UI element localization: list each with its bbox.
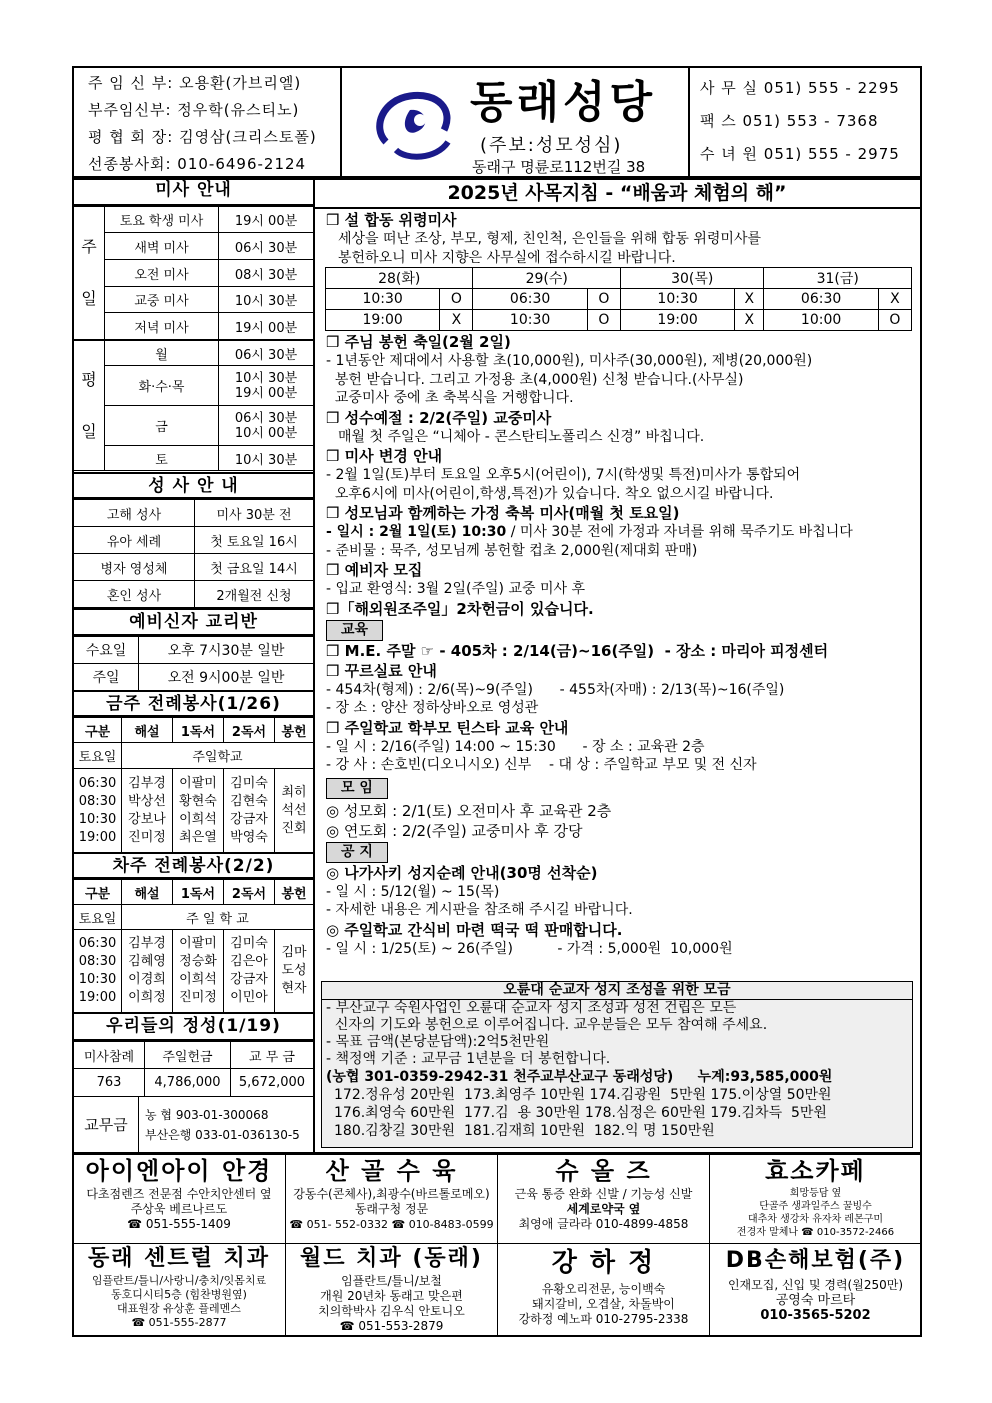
- section-heading: ❒ 설 합동 위령미사: [326, 211, 457, 229]
- ad-line: 다초점렌즈 전문점 수안치안센터 옆: [86, 1187, 272, 1201]
- mass-name: 교중 미사: [105, 287, 219, 313]
- header-staff: [88, 70, 317, 178]
- ad-line: ☎ 051-555-1409: [127, 1217, 231, 1231]
- section-heading: ◎ 주일학교 간식비 마련 떡국 떡 판매합니다.: [326, 920, 623, 939]
- mass-slot-mark: X: [735, 310, 764, 331]
- ad-title: DB손해보험(주): [725, 1248, 906, 1273]
- dues-label: 교무금: [74, 1097, 139, 1153]
- ad-line: 임플란트/틀니/보철: [341, 1274, 442, 1288]
- day-head: 29(수): [473, 268, 620, 289]
- contact-line: 사 무 실 051) 555 - 2295: [700, 79, 900, 97]
- sacrament-table: [73, 499, 314, 608]
- section-text: - 2월 1일(토)부터 토요일 오후5시(어린이), 7시(학생및 특전)미사가 통합되어: [326, 467, 801, 483]
- section-text: - 454차(형제) : 2/6(목)~9(주일) - 455차(자매) : 2/13(목)~16(주일): [326, 681, 785, 698]
- mass-time: 06시 30분: [219, 233, 314, 260]
- section-text: 봉헌하오니 미사 지향은 사무실에 접수하시길 바랍니다.: [338, 249, 676, 266]
- ad-line: 동호디시티5층 (힘찬병원옆): [111, 1288, 247, 1301]
- offering-title: 우리들의 정성(1/19): [72, 1012, 315, 1041]
- ad-line: 인재모집, 신입 및 경력(월250만): [727, 1278, 904, 1292]
- mass-times: 06:30 08:30 10:30 19:00: [74, 769, 122, 853]
- weekday-time: 10시 30분: [219, 446, 314, 471]
- offering-list: 김마 도성 현자: [275, 930, 314, 1013]
- mass-slot-time: 10:30: [473, 310, 587, 331]
- mass-name: 토요 학생 미사: [105, 207, 219, 233]
- ad-line: ☎ 051-555-2877: [131, 1316, 227, 1329]
- donation-text: - 책정액 기준 : 교무금 1년분을 더 봉헌합니다.: [326, 1051, 611, 1067]
- ad-line: 공영숙 마르타: [775, 1293, 856, 1308]
- mass-slot-mark: O: [878, 310, 911, 331]
- ad-line: 유황오리전문, 능이백숙: [541, 1282, 666, 1296]
- sunday-collection-value: 4,786,000: [145, 1069, 231, 1097]
- class-time: 오후 7시30분 일반: [139, 637, 314, 664]
- mass-name: 새벽 미사: [105, 233, 219, 260]
- ad-line: 개원 20년차 동래고 맞은편: [320, 1289, 463, 1303]
- section-text: ◎ 연도회 : 2/2(주일) 교중미사 후 강당: [326, 821, 583, 840]
- commentator-list: 김부경 김혜영 이경희 이희정: [122, 930, 173, 1013]
- dues-account: 농 협 903-01-300068: [145, 1107, 269, 1122]
- section-heading: ❒「해외원조주일」2차헌금이 있습니다.: [326, 599, 594, 618]
- contact-line: 수 녀 원 051) 555 - 2975: [700, 145, 900, 163]
- ad-title: 월드 치과 (동래): [300, 1246, 483, 1271]
- sacrament-name: 병자 영성체: [74, 554, 195, 581]
- section-text: - 입교 환영식: 3월 2일(주일) 교중 미사 후: [326, 581, 585, 597]
- education-tag: 교육: [326, 620, 383, 641]
- altar-this-week-title: 금주 전례봉사(1/26): [72, 690, 315, 717]
- section-text: - 일 시 : 5/12(월) ~ 15(목): [326, 883, 500, 900]
- section-heading: ❒ 성수예절 : 2/2(주일) 교중미사: [326, 408, 552, 427]
- header-line: 평 협 회 장: 김영삼(크리스토폴): [88, 128, 317, 146]
- class-time: 오전 9시00분 일반: [139, 664, 314, 691]
- sacrament-info: 첫 토요일 16시: [195, 527, 314, 554]
- mass-name: 오전 미사: [105, 260, 219, 287]
- class-day: 주일: [74, 664, 139, 691]
- col-head: 봉헌: [275, 718, 314, 743]
- mass-slot-time: 10:30: [620, 289, 734, 310]
- ad-line: 대추차 생강차 유자차 레몬구미: [747, 1214, 884, 1225]
- attendance-value: 763: [74, 1069, 145, 1097]
- sacrament-info: 2개월전 신청: [195, 581, 314, 608]
- col-head: 해설: [122, 718, 173, 743]
- ad-line: 치의학박사 김우식 안토니오: [318, 1304, 465, 1318]
- ad-title: 슈 올 즈: [555, 1157, 652, 1185]
- weekday-name: 금: [105, 406, 219, 446]
- section-text: 오후6시에 미사(어린이,학생,특전)가 있습니다. 착오 없으시길 바랍니다.: [326, 485, 774, 502]
- ad-restaurant-sangol: [285, 1154, 498, 1244]
- section-text: - 일 시 : 2/16(주일) 14:00 ~ 15:30 - 장 소 : 교육관 2층: [326, 738, 705, 755]
- donation-title: 오륜대 순교자 성지 조성을 위한 모금: [322, 982, 912, 1000]
- section-heading: ❒ 꾸르실료 안내: [326, 661, 437, 680]
- mass-slot-time: 19:00: [620, 310, 734, 331]
- weekday-time: 10시 30분 19시 00분: [219, 366, 314, 406]
- section-text: - 1년동안 제대에서 사용할 초(10,000원), 미사주(30,000원), 제병(20,000원): [326, 353, 813, 369]
- commentator-list: 김부경 박상선 강보나 진미정: [122, 769, 173, 853]
- section-text: - 준비물 : 묵주, 성모님께 봉헌할 컵초 2,000원(제대회 판매): [326, 542, 698, 559]
- meeting-tag: 모 임: [326, 778, 388, 799]
- weekday-time: 06시 30분: [219, 341, 314, 366]
- ad-gangha: [497, 1243, 710, 1337]
- weekday-name: 토: [105, 446, 219, 471]
- header-contacts: [700, 72, 900, 171]
- section-heading: ◎ 나가사키 성지순례 안내(30명 선착순): [326, 863, 598, 882]
- section-text: 세상을 떠난 조상, 부모, 형제, 친인척, 은인들을 위해 합동 위령미사를: [338, 231, 761, 247]
- mass-slot-time: 06:30: [473, 289, 587, 310]
- weekday-name: 월: [105, 341, 219, 366]
- day-head: 31(금): [764, 268, 912, 289]
- mass-name: 저녁 미사: [105, 313, 219, 340]
- mass-slot-mark: O: [440, 289, 473, 310]
- donation-text: - 부산교구 숙원사업인 오륜대 순교자 성지 조성과 성전 건립은 모든: [326, 1000, 737, 1016]
- sacrament-title: 성 사 안 내: [72, 472, 315, 499]
- notice-tag: 공 지: [326, 842, 388, 863]
- ad-title: 효소카페: [765, 1157, 866, 1185]
- col-head: 2독서: [224, 718, 275, 743]
- ad-title: 동래 센트럴 치과: [87, 1246, 271, 1271]
- main-title: 2025년 사목지침 - “배움과 체험의 해”: [314, 180, 920, 209]
- mass-time: 10시 30분: [219, 287, 314, 313]
- ad-line: 근육 통증 완화 신발 / 기능성 신발: [514, 1187, 693, 1201]
- mass-slot-mark: X: [735, 289, 764, 310]
- donation-box: [321, 981, 913, 1148]
- mass-slot-mark: O: [587, 310, 620, 331]
- mary-logo-icon: [366, 80, 462, 166]
- sacrament-info: 첫 금요일 14시: [195, 554, 314, 581]
- ad-line: 대표원장 유상훈 플레멘스: [117, 1302, 241, 1315]
- sat-service: 주일학교: [122, 743, 314, 769]
- col-head: 구분: [74, 718, 122, 743]
- ad-line: ☎ 051- 552-0332 ☎ 010-8483-0599: [289, 1218, 494, 1231]
- ad-line: 전경자 말체나 ☎ 010-3572-2466: [736, 1227, 895, 1238]
- section-text: ◎ 성모회 : 2/1(토) 오전미사 후 교육관 2층: [326, 801, 612, 820]
- section-heading: ❒ 주님 봉헌 축일(2월 2일): [326, 333, 511, 351]
- mass-time: 19시 00분: [219, 207, 314, 233]
- section-text: 봉헌 받습니다. 그리고 가정용 초(4,000원) 신청 받습니다.(사무실): [326, 371, 744, 388]
- ad-line: ☎ 051-553-2879: [339, 1319, 444, 1333]
- section-heading: ❒ 성모님과 함께하는 가정 축복 미사(매월 첫 토요일): [326, 504, 680, 522]
- sacrament-info: 미사 30분 전: [195, 500, 314, 527]
- altar-this-week-table: [73, 717, 314, 853]
- mass-time: 19시 00분: [219, 313, 314, 340]
- ad-line: 동래구청 정문: [354, 1202, 429, 1216]
- ad-title: 산 골 수 육: [325, 1157, 458, 1185]
- bold-text: - 일시 : 2월 1일(토) 10:30: [326, 524, 507, 540]
- mass-slot-mark: X: [878, 289, 911, 310]
- reading1-list: 이팔미 정승화 이희석 진미정: [173, 930, 224, 1013]
- ad-line: 강동수(콘체사),최광수(바르톨로메오): [293, 1187, 490, 1201]
- ad-glasses: [72, 1154, 286, 1244]
- ad-line: 돼지갈비, 오겹살, 차돌박이: [532, 1297, 675, 1311]
- contact-line: 팩 스 051) 553 - 7368: [700, 112, 879, 130]
- dues-account-table: [73, 1096, 314, 1153]
- mass-times: 06:30 08:30 10:30 19:00: [74, 930, 122, 1013]
- sat-label: 토요일: [74, 905, 122, 930]
- mass-slot-mark: O: [587, 289, 620, 310]
- dues-account: 부산은행 033-01-036130-5: [145, 1127, 300, 1142]
- section-text: [326, 523, 920, 542]
- weekday-mass-table: [73, 340, 314, 471]
- mass-time: 08시 30분: [219, 260, 314, 287]
- ad-db-insurance: [709, 1243, 922, 1337]
- donation-text: 신자의 기도와 봉헌으로 이루어집니다. 교우분들은 모두 참여해 주세요.: [326, 1017, 768, 1033]
- memorial-mass-table: [325, 267, 912, 331]
- donor-list: 172.정유성 20만원 173.최영주 10만원 174.김광원 5만원 175.이상열 50만원: [334, 1087, 832, 1103]
- mass-title: 미사 안내: [72, 178, 315, 206]
- church-subtitle: (주보:성모성심): [480, 135, 623, 156]
- donor-list: 180.김창길 30만원 181.김재희 10만원 182.익 명 150만원: [334, 1123, 715, 1139]
- mass-slot-mark: X: [440, 310, 473, 331]
- sacrament-name: 고해 성사: [74, 500, 195, 527]
- section-heading: ❒ M.E. 주말 ☞ - 405차 : 2/14(금)~16(주일) - 장소 : 마리아 피정센터: [326, 641, 829, 660]
- section-heading: ❒ 예비자 모집: [326, 561, 423, 579]
- class-day: 수요일: [74, 637, 139, 664]
- ad-line: 주상욱 베르나르도: [130, 1202, 228, 1216]
- weekday-name: 화·수·목: [105, 366, 219, 406]
- donation-text: - 목표 금액(본당분담액):2억5천만원: [326, 1034, 550, 1050]
- ad-line: 희망등담 옆: [789, 1188, 842, 1199]
- ad-world-dental: [285, 1243, 498, 1337]
- col-head: 봉헌: [275, 880, 314, 905]
- sacrament-name: 유아 세례: [74, 527, 195, 554]
- ad-title: 강 하 정: [551, 1248, 656, 1278]
- section-text: - 강 사 : 손호빈(디오니시오) 신부 - 대 상 : 주일학교 부모 및 전 신자: [326, 757, 757, 773]
- mass-slot-time: 19:00: [326, 310, 440, 331]
- header-line: 부주임신부: 정우학(유스티노): [88, 101, 300, 119]
- mass-slot-time: 06:30: [764, 289, 878, 310]
- section-text: - 장 소 : 양산 정하상바오로 영성관: [326, 700, 539, 716]
- main-body-2: [326, 332, 920, 958]
- col-head: 구분: [74, 880, 122, 905]
- section-text: - 자세한 내용은 게시판을 참조해 주시길 바랍니다.: [326, 902, 633, 918]
- sacrament-name: 혼인 성사: [74, 581, 195, 608]
- ad-central-dental: [72, 1243, 286, 1337]
- section-text-rest: / 미사 30분 전에 가정과 자녀를 위해 묵주기도 바칩니다: [506, 524, 853, 540]
- header-line: 주 임 신 부: 오용환(가브리엘): [88, 74, 302, 92]
- section-text: 매월 첫 주일은 “니체아 - 콘스탄티노폴리스 신경” 바칩니다.: [338, 428, 705, 445]
- col-head: 1독서: [173, 880, 224, 905]
- weekday-time: 06시 30분 10시 00분: [219, 406, 314, 446]
- ad-title: 아이엔아이 안경: [85, 1157, 273, 1185]
- donor-list: 176.최영숙 60만원 177.김 용 30만원 178.심정은 60만원 179.김차득 5만원: [334, 1105, 827, 1121]
- reading2-list: 김미숙 김은아 강금자 이민아: [224, 930, 275, 1013]
- donation-account: (농협 301-0359-2942-31 천주교부산교구 동래성당) 누계:93,585,000원: [326, 1069, 833, 1085]
- church-address: 동래구 명륜로112번길 38: [472, 158, 646, 176]
- church-title: 동래성당: [470, 77, 657, 128]
- section-text: 교중미사 중에 초 축복식을 거행합니다.: [326, 390, 574, 406]
- col-head: 해설: [122, 880, 173, 905]
- day-head: 30(목): [620, 268, 764, 289]
- reading1-list: 이팔미 황현숙 이희석 최은열: [173, 769, 224, 853]
- offering-table: [73, 1041, 314, 1097]
- reading2-list: 김미숙 김현숙 강금자 박영숙: [224, 769, 275, 853]
- col-head: 1독서: [173, 718, 224, 743]
- catechumen-table: [73, 636, 314, 691]
- altar-next-week-table: [73, 879, 314, 1013]
- ad-line: 단골주 생과일주스 꿀빙수: [759, 1201, 872, 1212]
- catechumen-title: 예비신자 교리반: [72, 608, 315, 636]
- ad-line: 세계로약국 옆: [566, 1202, 641, 1216]
- sunday-mass-table: [73, 206, 314, 340]
- section-heading: ❒ 미사 변경 안내: [326, 447, 443, 465]
- offering-head: 주일헌금: [145, 1042, 231, 1069]
- sunday-label: 주 일: [74, 207, 105, 340]
- offering-list: 최히 석선 진회: [275, 769, 314, 853]
- dues-value: 5,672,000: [231, 1069, 314, 1097]
- ad-line: 010-3565-5202: [760, 1308, 871, 1323]
- ad-line: 최영애 글라라 010-4899-4858: [518, 1217, 689, 1231]
- ad-shoes: [497, 1154, 710, 1244]
- offering-head: 교 무 금: [231, 1042, 314, 1069]
- section-heading: ❒ 주일학교 학부모 틴스타 교육 안내: [326, 718, 569, 737]
- ad-line: 임플란트/틀니/사랑니/충치/잇몸치료: [91, 1274, 267, 1287]
- sat-label: 토요일: [74, 743, 122, 769]
- mass-slot-time: 10:30: [326, 289, 440, 310]
- ad-cafe: [709, 1154, 922, 1244]
- col-head: 2독서: [224, 880, 275, 905]
- mass-slot-time: 10:00: [764, 310, 878, 331]
- altar-next-week-title: 차주 전례봉사(2/2): [72, 852, 315, 879]
- weekday-label: 평 일: [74, 341, 105, 471]
- sat-service: 주 일 학 교: [122, 905, 314, 930]
- day-head: 28(화): [326, 268, 473, 289]
- header-line: 선종봉사회: 010-6496-2124: [88, 155, 307, 173]
- offering-head: 미사참례: [74, 1042, 145, 1069]
- main-body: [326, 210, 916, 267]
- ad-line: 강하정 예노파 010-2795-2338: [518, 1312, 689, 1326]
- section-text: - 일 시 : 1/25(토) ~ 26(주일) - 가격 : 5,000원 10,000원: [326, 940, 733, 957]
